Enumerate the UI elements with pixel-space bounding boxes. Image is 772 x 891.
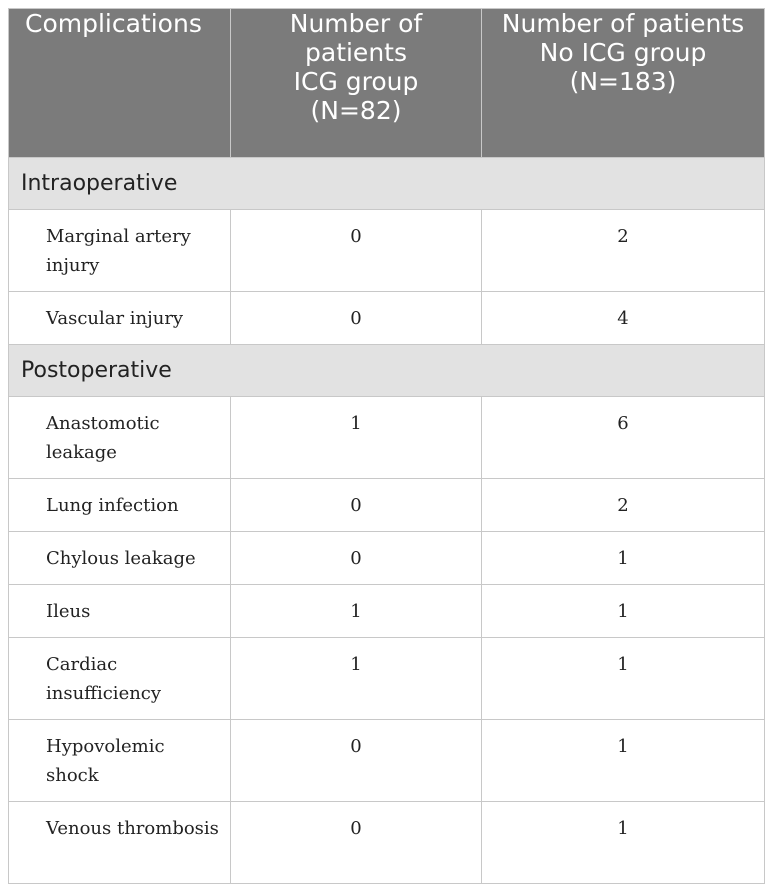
no-icg-count: 4 — [482, 292, 765, 345]
no-icg-count: 6 — [482, 397, 765, 479]
complication-name: Chylous leakage — [9, 532, 231, 585]
icg-count: 0 — [231, 720, 482, 802]
complication-name: Lung infection — [9, 479, 231, 532]
icg-count: 0 — [231, 210, 482, 292]
no-icg-count: 2 — [482, 479, 765, 532]
complication-name: Venous thrombosis — [9, 802, 231, 884]
no-icg-count: 1 — [482, 720, 765, 802]
complication-name: Marginal artery injury — [9, 210, 231, 292]
complications-table — [8, 8, 765, 884]
table-row — [9, 479, 765, 532]
icg-count: 1 — [231, 638, 482, 720]
complication-name: Cardiac insufficiency — [9, 638, 231, 720]
table-row — [9, 397, 765, 479]
no-icg-count: 1 — [482, 532, 765, 585]
icg-count: 0 — [231, 479, 482, 532]
icg-count: 0 — [231, 532, 482, 585]
section-title: Intraoperative — [9, 158, 765, 210]
header-row — [9, 9, 765, 158]
icg-count: 1 — [231, 397, 482, 479]
icg-count: 1 — [231, 585, 482, 638]
complication-name: Anastomotic leakage — [9, 397, 231, 479]
no-icg-count: 1 — [482, 802, 765, 884]
icg-count: 0 — [231, 292, 482, 345]
header-icg-group: Number of patients ICG group (N=82) — [231, 9, 482, 158]
table-row — [9, 210, 765, 292]
complication-name: Vascular injury — [9, 292, 231, 345]
section-title: Postoperative — [9, 345, 765, 397]
no-icg-count: 1 — [482, 638, 765, 720]
section-row-postoperative — [9, 345, 765, 397]
complication-name: Ileus — [9, 585, 231, 638]
table-row — [9, 720, 765, 802]
header-complications: Complications — [9, 9, 231, 158]
section-row-intraoperative — [9, 158, 765, 210]
icg-count: 0 — [231, 802, 482, 884]
table-row — [9, 585, 765, 638]
table-row — [9, 292, 765, 345]
complication-name: Hypovolemic shock — [9, 720, 231, 802]
table-row — [9, 532, 765, 585]
table-row — [9, 638, 765, 720]
table-row — [9, 802, 765, 884]
no-icg-count: 1 — [482, 585, 765, 638]
no-icg-count: 2 — [482, 210, 765, 292]
header-no-icg-group: Number of patients No ICG group (N=183) — [482, 9, 765, 158]
